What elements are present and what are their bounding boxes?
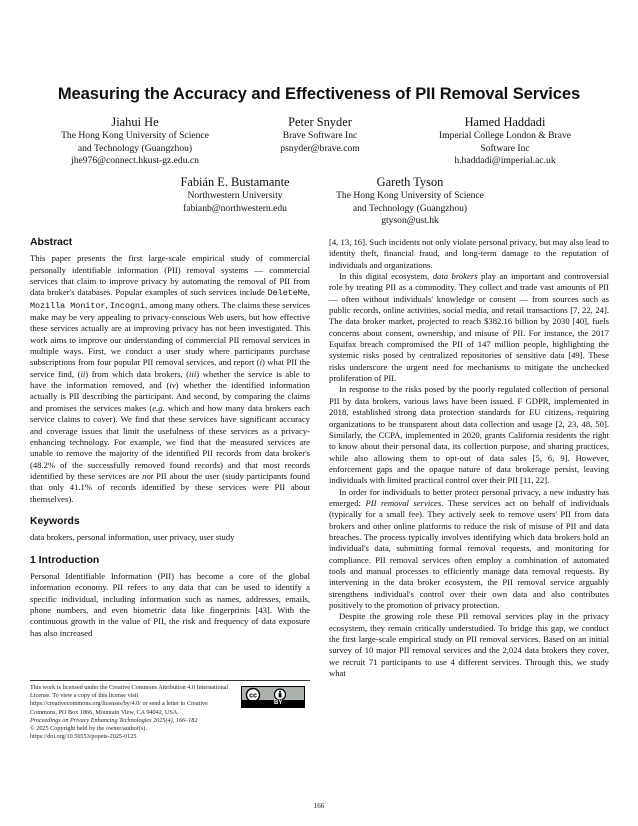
proceedings-line: Proceedings on Privacy Enhancing Technologies 2025(4), 166–182	[30, 716, 198, 724]
author-name: Peter Snyder	[288, 115, 352, 129]
author-email: gtyson@ust.hk	[381, 215, 439, 227]
author-affiliation: and Technology (Guangzhou)	[77, 142, 193, 154]
left-column	[30, 237, 310, 639]
author-affiliation: Brave Software Inc	[282, 130, 358, 141]
author-block-5	[315, 175, 505, 228]
author-block-3	[410, 115, 600, 168]
copyright-line: © 2025 Copyright held by the owner/author(s).	[30, 725, 147, 733]
introduction-paragraph: Personal Identifiable Information (PII) has become a core of the global information economy. PII refers to any data that can be used to identify a specific individual, including information such as names, addresses, emails, phone numbers, and even biometric data like fingerprints [43]. With the continuous growth in the value of PII, the risk and frequency of data exposure has also increased	[30, 570, 310, 638]
body-paragraph: [4, 13, 16]. Such incidents not only violate personal privacy, but may also lead to identity theft, financial fraud, and long-term damage to the reputation of individuals and organizations.	[329, 237, 609, 270]
page-number: 166	[313, 802, 325, 810]
body-paragraph: In response to the risks posed by the poorly regulated collection of personal PII by data brokers, various laws have been issued. F GDPR, implemented in 2018, established strong data protection standards for EU citizens, requiring organizations to be transparent about data collection and usage [2, 23, 48, 50]. Similarly, the CCPA, implemented in 2020, grants California residents the right to know about their personal data, its collection purpose, and sharing practices, while also allowing them to opt-out of data sales [5, 6, 9]. However, enforcement gaps and the opaque nature of data brokerage persist, leaving individuals with limited practical control over their PII [11, 22].	[329, 384, 609, 486]
author-affiliation: Software Inc	[480, 142, 530, 154]
author-block-4	[140, 175, 330, 215]
author-email: psnyder@brave.com	[280, 142, 360, 154]
cc-mark-text: cc	[249, 692, 257, 700]
author-name: Fabián E. Bustamante	[180, 175, 290, 189]
service-name: Incogni	[109, 300, 146, 311]
license-text: This work is licensed under the Creative Commons Attribution 4.0 International License. To view a copy of this license visit https://creativecommons.org/licenses/by/4.0/ or send a letter to Creative Commons, PO Box 1866, Mountain View, CA 94042, USA.	[30, 684, 229, 716]
paper-title: Measuring the Accuracy and Effectiveness of PII Removal Services	[57, 84, 581, 103]
author-affiliation: The Hong Kong University of Science	[61, 130, 209, 141]
abstract-text: This paper presents the first large-scale empirical study of commercial personally identifiable information (PII) removal systems — commercial services that claim to improve privacy by automating the removal of PII from data broker's databases. Popular examples of such services include DeleteMe, Mozilla Monitor, Incogni, among many others. The claims these services make may be very appealing to privacy-conscious Web users, but how effective these services actually are at improving privacy has not been investigated. This work aims to improve our understanding of commercial PII removal services in multiple ways. First, we conduct a user study where participants purchase subscriptions from four popular PII removal services, and report (i) what PII the service find, (ii) from which data brokers, (iii) whether the service is able to have the information removed, and (iv) whether the identified information actually is PII describing the participant. And second, by comparing the claims and promises the services makes (e.g. which and how many data brokers each service claims to cover). We find that these services have significant accuracy and coverage issues that limit the usefulness of these services as a privacy-enhancing technology. For example, we find that the measured services are unable to remove the majority of the identified PII records from data broker's (48.2% of the successfully removed found records) and that most records identified by these services are not PII about the user (study participants found that only 41.1% of records identified by these services were PII about themselves).	[30, 253, 311, 504]
author-name: Hamed Haddadi	[464, 115, 546, 129]
service-name: Mozilla Monitor	[30, 300, 106, 311]
author-block-2	[225, 115, 415, 155]
abstract-heading: Abstract	[30, 237, 73, 248]
right-column	[329, 237, 609, 679]
author-affiliation: The Hong Kong University of Science	[336, 190, 484, 201]
keywords-text: data brokers, personal information, user privacy, user study	[30, 532, 235, 543]
license-footnote	[30, 680, 310, 741]
author-affiliation: Northwestern University	[187, 190, 283, 201]
doi-line: https://doi.org/10.56553/popets-2025-0125	[30, 733, 137, 741]
keywords-heading: Keywords	[30, 515, 80, 527]
author-affiliation: and Technology (Guangzhou)	[352, 202, 468, 214]
author-affiliation: Imperial College London & Brave	[438, 130, 572, 141]
author-name: Jiahui He	[111, 115, 159, 129]
author-email: fabianb@northwestern.edu	[183, 202, 287, 214]
body-paragraph: In order for individuals to better protect personal privacy, a new industry has emerged: PII removal services. These services act on behalf of individuals (typically for a small fee). They actively seek to remove users' PII from data brokers and other online platforms to reduce the risk of misuse of PII and data breaches. The process typically involves identifying which data brokers hold an individual's data, submitting formal removal requests, and monitoring for compliance. PII removal services often employ a combination of automated tools and manual processes to efficiently manage data removal requests. By intervening in the data broker ecosystem, the PII removal service arguably strengthens individual's control over their own data and also contributes positively to the promotion of privacy protection.	[329, 486, 609, 610]
body-paragraph: Despite the growing role these PII removal services play in the privacy ecosystem, they remain critically understudied. To bridge this gap, we conduct the first large-scale empirical study on PII removal services. Based on an initial survey of 10 major PII removal services and the 2,024 data brokers they cover, we recruit 71 participants to use 4 different services. Through this, we study what	[329, 611, 609, 679]
body-paragraph: In this digital ecosystem, data brokers play an important and controversial role by treating PII as a commodity. They collect and trade vast amounts of PII –– often without individuals' knowledge or consent –– from sources such as public records, online activities, social media, and retail transactions [7, 22, 24]. The data broker market, projected to reach $382.16 billion by 2030 [40], fuels concerns about consent, ownership, and misuse of PII. For instance, the 2017 Equifax breach compromised the PII of 147 million people, highlighting the systemic risks posed by centralized repositories of sensitive data [49]. These risks underscore the urgent need for mechanisms to mitigate the unchecked proliferation of PII.	[329, 271, 609, 384]
author-email: jhe976@connect.hkust-gz.edu.cn	[71, 155, 199, 167]
service-name: DeleteMe	[267, 288, 308, 299]
cc-by-license-badge	[241, 686, 305, 708]
author-name: Gareth Tyson	[376, 175, 444, 189]
by-label: BY	[274, 700, 283, 706]
author-block-1	[40, 115, 230, 168]
by-bar	[242, 700, 304, 707]
author-email: h.haddadi@imperial.ac.uk	[454, 155, 556, 167]
introduction-heading: 1 Introduction	[30, 554, 100, 566]
